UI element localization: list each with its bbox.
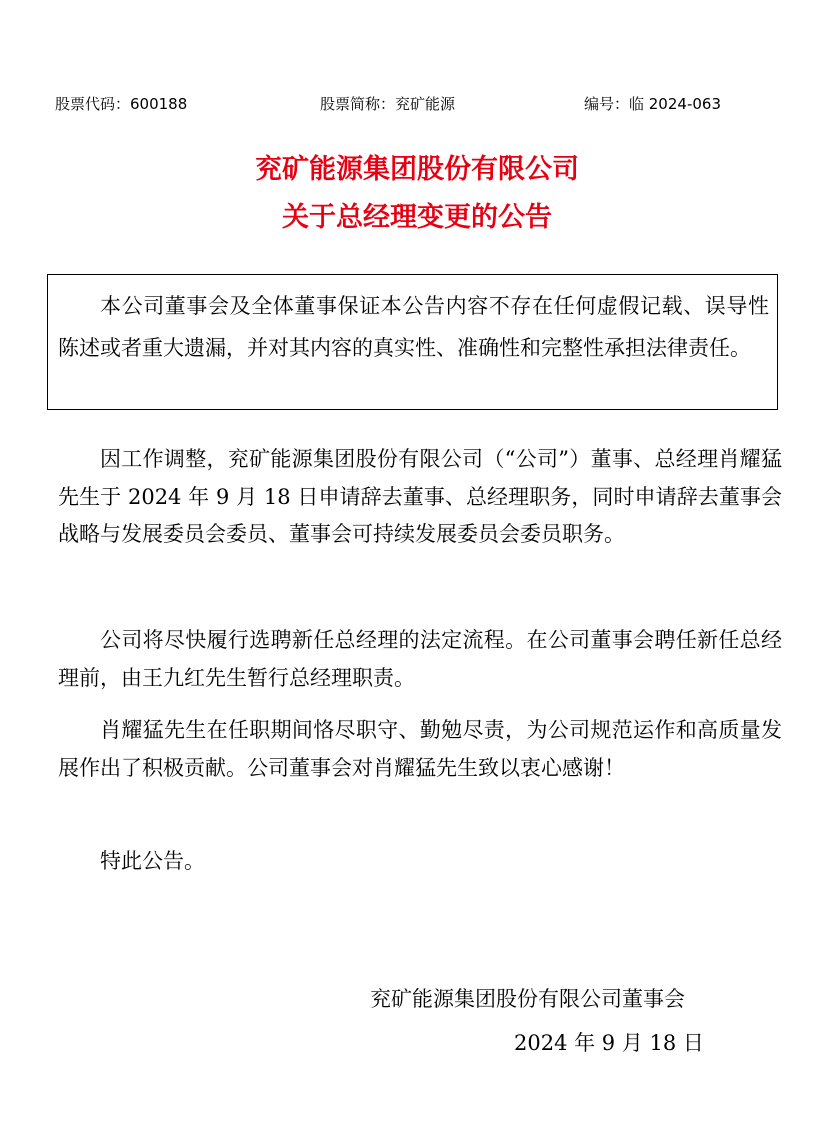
stock-abbreviation: 股票简称：兖矿能源 <box>320 95 456 113</box>
title-company-name: 兖矿能源集团股份有限公司 <box>255 154 579 185</box>
body-paragraph-appreciation <box>58 712 782 787</box>
appreciation-text: 肖耀猛先生在任职期间恪尽职守、勤勉尽责，为公司规范运作和高质量发展作出了积极贡献。公司董事会对肖耀猛先生致以衷心感谢！ <box>58 718 782 780</box>
stock-code: 股票代码：600188 <box>55 95 188 113</box>
interim-arrangement-text: 公司将尽快履行选聘新任总经理的法定流程。在公司董事会聘任新任总经理前，由王九红先生暂行总经理职责。 <box>58 628 782 690</box>
title-subject: 关于总经理变更的公告 <box>282 202 552 233</box>
body-paragraph-resignation <box>58 441 782 554</box>
signature-date: 2024 年 9 月 18 日 <box>514 1031 704 1055</box>
body-paragraph-interim-arrangement <box>58 622 782 697</box>
signature-company: 兖矿能源集团股份有限公司董事会 <box>370 987 685 1011</box>
closing-text: 特此公告。 <box>100 849 205 873</box>
announcement-serial-number: 编号：临 2024-063 <box>584 95 721 113</box>
resignation-text: 因工作调整，兖矿能源集团股份有限公司（“公司”）董事、总经理肖耀猛先生于 2024 年 9 月 18 日申请辞去董事、总经理职务，同时申请辞去董事会战略与发展委员会委员、董事会可持续发展委员会委员职务。 <box>58 447 782 546</box>
body-paragraph-closing <box>58 843 782 881</box>
board-guarantee-notice-box <box>47 274 778 410</box>
document-header <box>0 92 834 116</box>
board-guarantee-notice-text: 本公司董事会及全体董事保证本公告内容不存在任何虚假记载、误导性陈述或者重大遗漏，并对其内容的真实性、准确性和完整性承担法律责任。 <box>58 294 769 360</box>
